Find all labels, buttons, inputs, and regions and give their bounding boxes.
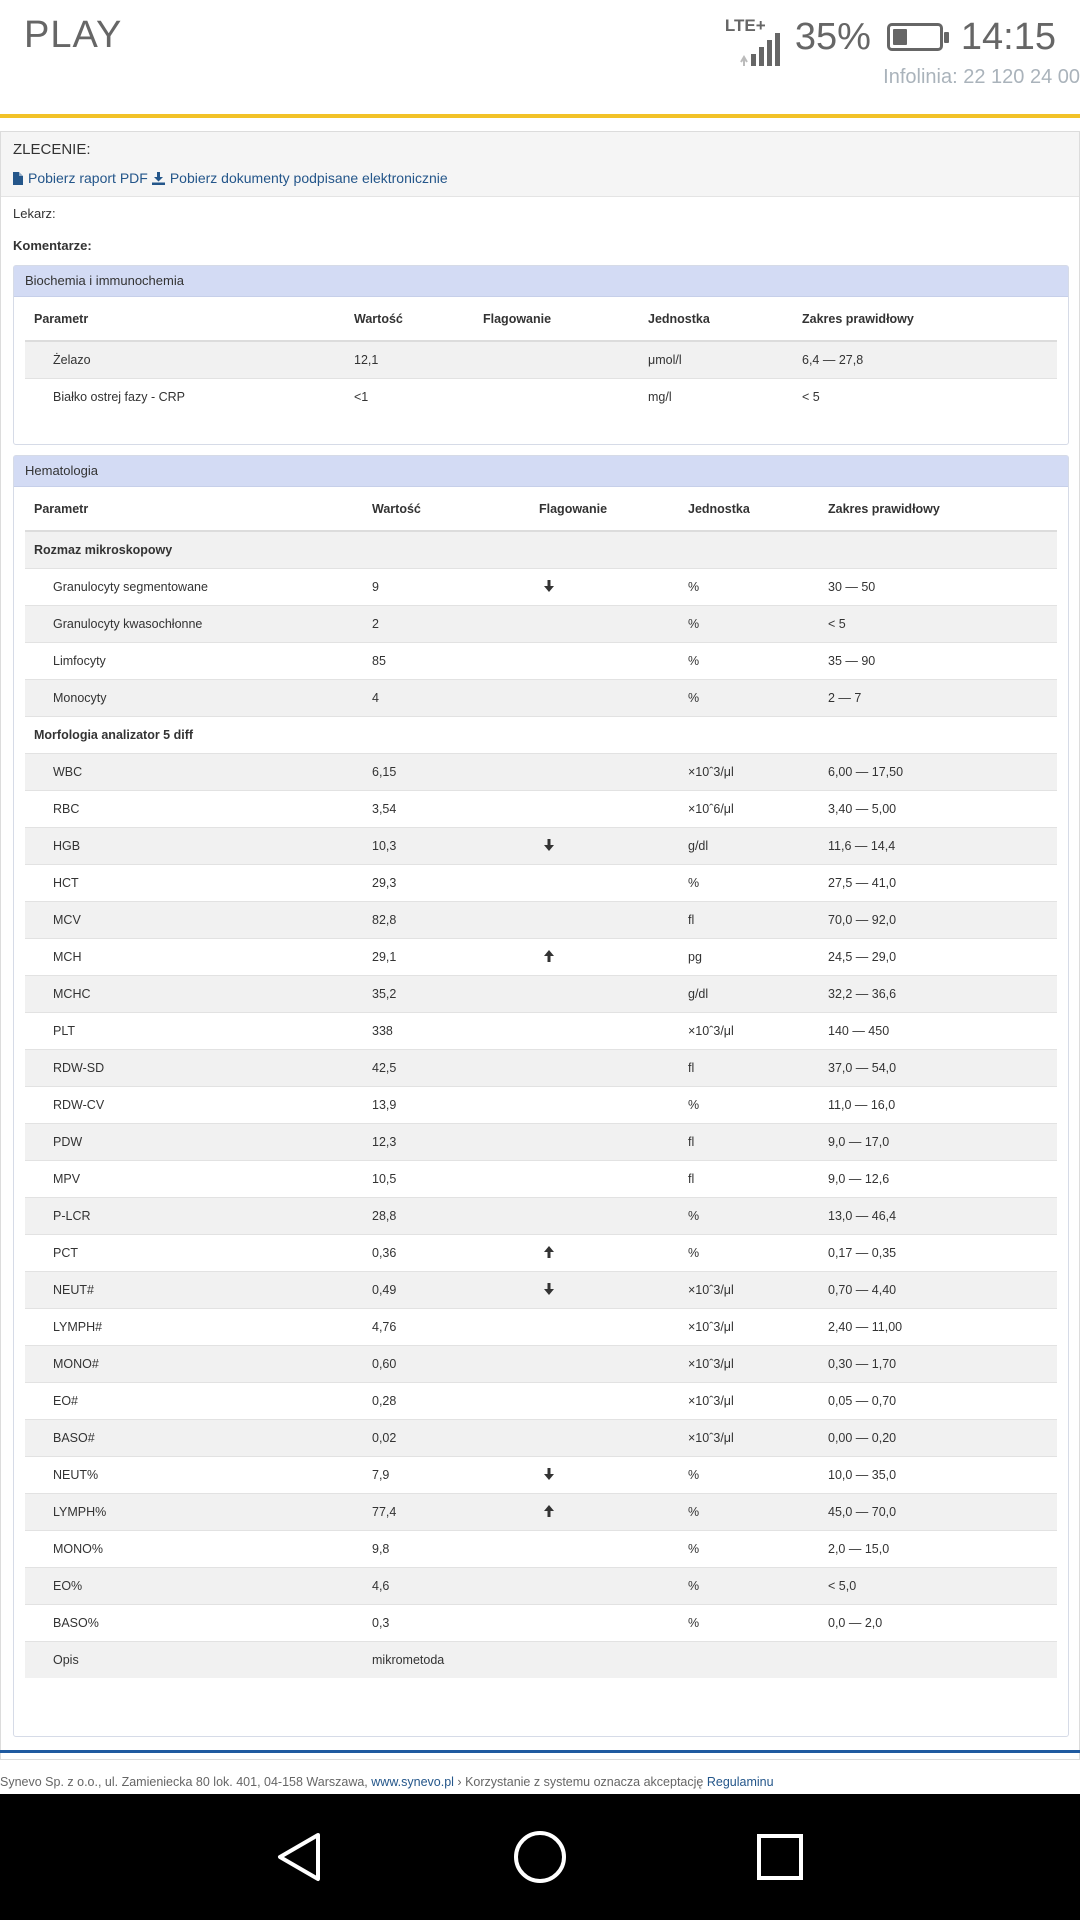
- unit-cell: %: [688, 1087, 828, 1124]
- flag-cell: [539, 791, 688, 828]
- table-row: [25, 1420, 1057, 1457]
- unit-cell: ×10ˆ3/μl: [688, 1420, 828, 1457]
- table-header-row: [25, 487, 1057, 531]
- unit-cell: ×10ˆ3/μl: [688, 1309, 828, 1346]
- arrow-down-icon: [543, 1282, 555, 1296]
- table-row: [25, 606, 1057, 643]
- unit-cell: %: [688, 1605, 828, 1642]
- table-row: [25, 643, 1057, 680]
- flag-cell: [539, 828, 688, 865]
- results-table: [25, 487, 1057, 1678]
- footer-divider: [0, 1750, 1080, 1753]
- value-cell: 77,4: [372, 1494, 539, 1531]
- download-icon: [152, 172, 165, 185]
- value-cell: 2: [372, 606, 539, 643]
- param-cell: Limfocyty: [25, 643, 372, 680]
- range-cell: 9,0 — 17,0: [828, 1124, 1057, 1161]
- flag-cell: [539, 1457, 688, 1494]
- range-cell: 24,5 — 29,0: [828, 939, 1057, 976]
- flag-cell: [539, 1494, 688, 1531]
- param-cell: Granulocyty segmentowane: [25, 569, 372, 606]
- flag-cell: [539, 1272, 688, 1309]
- param-cell: HCT: [25, 865, 372, 902]
- doctor-label: Lekarz:: [13, 206, 56, 221]
- flag-cell: [539, 902, 688, 939]
- value-cell: 9,8: [372, 1531, 539, 1568]
- param-cell: LYMPH%: [25, 1494, 372, 1531]
- value-cell: 9: [372, 569, 539, 606]
- param-cell: PLT: [25, 1013, 372, 1050]
- flag-cell: [539, 1161, 688, 1198]
- param-cell: Monocyty: [25, 680, 372, 717]
- column-header-range: Zakres prawidłowy: [828, 487, 1057, 531]
- value-cell: 4,6: [372, 1568, 539, 1605]
- param-cell: MPV: [25, 1161, 372, 1198]
- param-cell: P-LCR: [25, 1198, 372, 1235]
- flag-cell: [539, 1383, 688, 1420]
- column-header-param: Parametr: [25, 297, 354, 341]
- table-row: [25, 902, 1057, 939]
- flag-cell: [539, 1605, 688, 1642]
- column-header-flag: Flagowanie: [539, 487, 688, 531]
- unit-cell: ×10ˆ3/μl: [688, 1013, 828, 1050]
- table-row: [25, 754, 1057, 791]
- section-title: Hematologia: [14, 456, 1068, 487]
- param-cell: BASO#: [25, 1420, 372, 1457]
- flag-cell: [539, 1013, 688, 1050]
- range-cell: 70,0 — 92,0: [828, 902, 1057, 939]
- value-cell: 0,49: [372, 1272, 539, 1309]
- table-row: [25, 341, 1057, 379]
- unit-cell: %: [688, 1494, 828, 1531]
- table-row: [25, 1013, 1057, 1050]
- arrow-down-icon: [543, 579, 555, 593]
- unit-cell: %: [688, 1198, 828, 1235]
- value-cell: 0,02: [372, 1420, 539, 1457]
- param-cell: HGB: [25, 828, 372, 865]
- value-cell: 4: [372, 680, 539, 717]
- table-row: [25, 976, 1057, 1013]
- table-row: [25, 1050, 1057, 1087]
- arrow-up-icon: [543, 1245, 555, 1259]
- unit-cell: pg: [688, 939, 828, 976]
- range-cell: 6,00 — 17,50: [828, 754, 1057, 791]
- flag-cell: [539, 1531, 688, 1568]
- flag-cell: [539, 1087, 688, 1124]
- value-cell: <1: [354, 379, 483, 416]
- table-row: [25, 1124, 1057, 1161]
- range-cell: 32,2 — 36,6: [828, 976, 1057, 1013]
- flag-cell: [539, 1198, 688, 1235]
- order-header: [1, 132, 1079, 197]
- table-row: [25, 1605, 1057, 1642]
- range-cell: 2,0 — 15,0: [828, 1531, 1057, 1568]
- table-row: [25, 1531, 1057, 1568]
- flag-cell: [539, 1346, 688, 1383]
- status-bar: [0, 0, 1080, 75]
- table-row: [25, 1494, 1057, 1531]
- unit-cell: %: [688, 1568, 828, 1605]
- column-header-flag: Flagowanie: [483, 297, 648, 341]
- column-header-param: Parametr: [25, 487, 372, 531]
- flag-cell: [539, 1420, 688, 1457]
- table-row: [25, 569, 1057, 606]
- flag-cell: [483, 341, 648, 379]
- column-header-unit: Jednostka: [648, 297, 802, 341]
- range-cell: 140 — 450: [828, 1013, 1057, 1050]
- value-cell: 10,5: [372, 1161, 539, 1198]
- param-cell: EO%: [25, 1568, 372, 1605]
- status-indicators: [725, 12, 1056, 62]
- flag-cell: [539, 976, 688, 1013]
- table-header-row: [25, 297, 1057, 341]
- range-cell: 10,0 — 35,0: [828, 1457, 1057, 1494]
- range-cell: 0,00 — 0,20: [828, 1420, 1057, 1457]
- carrier-name: PLAY: [24, 14, 123, 56]
- param-cell: Granulocyty kwasochłonne: [25, 606, 372, 643]
- range-cell: 0,30 — 1,70: [828, 1346, 1057, 1383]
- value-cell: 82,8: [372, 902, 539, 939]
- flag-cell: [539, 939, 688, 976]
- value-cell: 42,5: [372, 1050, 539, 1087]
- range-cell: 30 — 50: [828, 569, 1057, 606]
- helpline: Infolinia: 22 120 24 00: [883, 66, 1080, 88]
- section-biochemistry: [13, 265, 1069, 445]
- table-row: [25, 1346, 1057, 1383]
- comments-label: Komentarze:: [13, 238, 92, 253]
- unit-cell: %: [688, 680, 828, 717]
- table-row: [25, 1642, 1057, 1679]
- terms-link[interactable]: Regulaminu: [706, 1775, 774, 1789]
- range-cell: 0,17 — 0,35: [828, 1235, 1057, 1272]
- order-panel: [0, 131, 1080, 1760]
- range-cell: < 5,0: [828, 1568, 1057, 1605]
- value-cell: 7,9: [372, 1457, 539, 1494]
- param-cell: NEUT%: [25, 1457, 372, 1494]
- range-cell: 0,05 — 0,70: [828, 1383, 1057, 1420]
- flag-cell: [539, 1050, 688, 1087]
- table-row: [25, 680, 1057, 717]
- file-icon: [13, 172, 23, 185]
- param-cell: Białko ostrej fazy - CRP: [25, 379, 354, 416]
- unit-cell: g/dl: [688, 976, 828, 1013]
- table-group-row: [25, 531, 1057, 569]
- flag-cell: [539, 1235, 688, 1272]
- table-row: [25, 1457, 1057, 1494]
- flag-cell: [539, 1309, 688, 1346]
- range-cell: 3,40 — 5,00: [828, 791, 1057, 828]
- param-cell: RDW-CV: [25, 1087, 372, 1124]
- value-cell: 0,28: [372, 1383, 539, 1420]
- unit-cell: fl: [688, 1050, 828, 1087]
- group-title: Rozmaz mikroskopowy: [25, 531, 1057, 569]
- value-cell: 12,3: [372, 1124, 539, 1161]
- table-row: [25, 791, 1057, 828]
- arrow-down-icon: [543, 1467, 555, 1481]
- unit-cell: ×10ˆ3/μl: [688, 1272, 828, 1309]
- value-cell: 4,76: [372, 1309, 539, 1346]
- param-cell: PCT: [25, 1235, 372, 1272]
- value-cell: 338: [372, 1013, 539, 1050]
- flag-cell: [539, 1568, 688, 1605]
- unit-cell: g/dl: [688, 828, 828, 865]
- range-cell: 6,4 — 27,8: [802, 341, 1057, 379]
- value-cell: 3,54: [372, 791, 539, 828]
- synevo-website-link[interactable]: www.synevo.pl: [371, 1775, 454, 1789]
- range-cell: 11,0 — 16,0: [828, 1087, 1057, 1124]
- range-cell: 13,0 — 46,4: [828, 1198, 1057, 1235]
- home-icon[interactable]: [510, 1827, 570, 1887]
- value-cell: 12,1: [354, 341, 483, 379]
- table-row: [25, 865, 1057, 902]
- range-cell: 0,0 — 2,0: [828, 1605, 1057, 1642]
- battery-icon: [887, 23, 943, 51]
- param-cell: EO#: [25, 1383, 372, 1420]
- param-cell: MCHC: [25, 976, 372, 1013]
- unit-cell: fl: [688, 1124, 828, 1161]
- range-cell: 27,5 — 41,0: [828, 865, 1057, 902]
- range-cell: < 5: [802, 379, 1057, 416]
- range-cell: 45,0 — 70,0: [828, 1494, 1057, 1531]
- param-cell: PDW: [25, 1124, 372, 1161]
- flag-cell: [539, 643, 688, 680]
- param-cell: Opis: [25, 1642, 372, 1679]
- range-cell: 11,6 — 14,4: [828, 828, 1057, 865]
- value-cell: mikrometoda: [372, 1642, 539, 1679]
- footer: Synevo Sp. z o.o., ul. Zamieniecka 80 lok. 401, 04-158 Warszawa, www.synevo.pl › Korzystanie z systemu oznacza akceptację Regulaminu: [0, 1775, 774, 1789]
- value-cell: 6,15: [372, 754, 539, 791]
- download-signed-documents-link[interactable]: Pobierz dokumenty podpisane elektronicznie: [152, 170, 448, 186]
- lte-signal-icon: LTE+: [725, 16, 785, 58]
- table-row: [25, 828, 1057, 865]
- column-header-value: Wartość: [372, 487, 539, 531]
- navigation-bar: [0, 1794, 1080, 1920]
- table-row: [25, 1272, 1057, 1309]
- range-cell: 35 — 90: [828, 643, 1057, 680]
- range-cell: [828, 1642, 1057, 1679]
- unit-cell: ×10ˆ3/μl: [688, 754, 828, 791]
- table-row: [25, 1568, 1057, 1605]
- table-row: [25, 1235, 1057, 1272]
- value-cell: 0,3: [372, 1605, 539, 1642]
- results-table: [25, 297, 1057, 415]
- param-cell: RBC: [25, 791, 372, 828]
- value-cell: 85: [372, 643, 539, 680]
- range-cell: 9,0 — 12,6: [828, 1161, 1057, 1198]
- clock: 14:15: [960, 15, 1056, 58]
- flag-cell: [483, 379, 648, 416]
- unit-cell: %: [688, 1235, 828, 1272]
- value-cell: 29,1: [372, 939, 539, 976]
- range-cell: < 5: [828, 606, 1057, 643]
- value-cell: 29,3: [372, 865, 539, 902]
- column-header-unit: Jednostka: [688, 487, 828, 531]
- range-cell: 37,0 — 54,0: [828, 1050, 1057, 1087]
- table-row: [25, 1383, 1057, 1420]
- value-cell: 0,60: [372, 1346, 539, 1383]
- table-row: [25, 1198, 1057, 1235]
- table-row: [25, 1087, 1057, 1124]
- unit-cell: %: [688, 643, 828, 680]
- section-title: Biochemia i immunochemia: [14, 266, 1068, 297]
- arrow-up-icon: [543, 949, 555, 963]
- param-cell: MONO%: [25, 1531, 372, 1568]
- param-cell: RDW-SD: [25, 1050, 372, 1087]
- unit-cell: ×10ˆ3/μl: [688, 1383, 828, 1420]
- column-header-value: Wartość: [354, 297, 483, 341]
- value-cell: 13,9: [372, 1087, 539, 1124]
- table-row: [25, 1309, 1057, 1346]
- table-group-row: [25, 717, 1057, 754]
- recent-apps-icon[interactable]: [750, 1827, 810, 1887]
- section-hematology: [13, 455, 1069, 1737]
- unit-cell: %: [688, 606, 828, 643]
- group-title: Morfologia analizator 5 diff: [25, 717, 1057, 754]
- unit-cell: %: [688, 569, 828, 606]
- download-pdf-link[interactable]: Pobierz raport PDF: [13, 170, 148, 186]
- param-cell: WBC: [25, 754, 372, 791]
- arrow-down-icon: [543, 838, 555, 852]
- range-cell: 0,70 — 4,40: [828, 1272, 1057, 1309]
- unit-cell: [688, 1642, 828, 1679]
- value-cell: 28,8: [372, 1198, 539, 1235]
- unit-cell: ×10ˆ3/μl: [688, 1346, 828, 1383]
- table-row: [25, 1161, 1057, 1198]
- value-cell: 10,3: [372, 828, 539, 865]
- flag-cell: [539, 865, 688, 902]
- flag-cell: [539, 569, 688, 606]
- param-cell: MCH: [25, 939, 372, 976]
- unit-cell: fl: [688, 902, 828, 939]
- range-cell: 2 — 7: [828, 680, 1057, 717]
- download-links: [13, 170, 448, 186]
- unit-cell: fl: [688, 1161, 828, 1198]
- back-icon[interactable]: [270, 1827, 330, 1887]
- flag-cell: [539, 1642, 688, 1679]
- header-divider: [0, 114, 1080, 118]
- unit-cell: %: [688, 865, 828, 902]
- table-row: [25, 379, 1057, 416]
- flag-cell: [539, 1124, 688, 1161]
- unit-cell: ×10ˆ6/μl: [688, 791, 828, 828]
- order-title: ZLECENIE:: [13, 141, 91, 158]
- unit-cell: mg/l: [648, 379, 802, 416]
- table-row: [25, 939, 1057, 976]
- unit-cell: %: [688, 1457, 828, 1494]
- unit-cell: %: [688, 1531, 828, 1568]
- value-cell: 35,2: [372, 976, 539, 1013]
- value-cell: 0,36: [372, 1235, 539, 1272]
- flag-cell: [539, 680, 688, 717]
- param-cell: LYMPH#: [25, 1309, 372, 1346]
- arrow-up-icon: [543, 1504, 555, 1518]
- param-cell: MONO#: [25, 1346, 372, 1383]
- flag-cell: [539, 606, 688, 643]
- param-cell: Żelazo: [25, 341, 354, 379]
- flag-cell: [539, 754, 688, 791]
- param-cell: BASO%: [25, 1605, 372, 1642]
- param-cell: MCV: [25, 902, 372, 939]
- unit-cell: μmol/l: [648, 341, 802, 379]
- battery-percent: 35%: [794, 15, 871, 58]
- param-cell: NEUT#: [25, 1272, 372, 1309]
- range-cell: 2,40 — 11,00: [828, 1309, 1057, 1346]
- column-header-range: Zakres prawidłowy: [802, 297, 1057, 341]
